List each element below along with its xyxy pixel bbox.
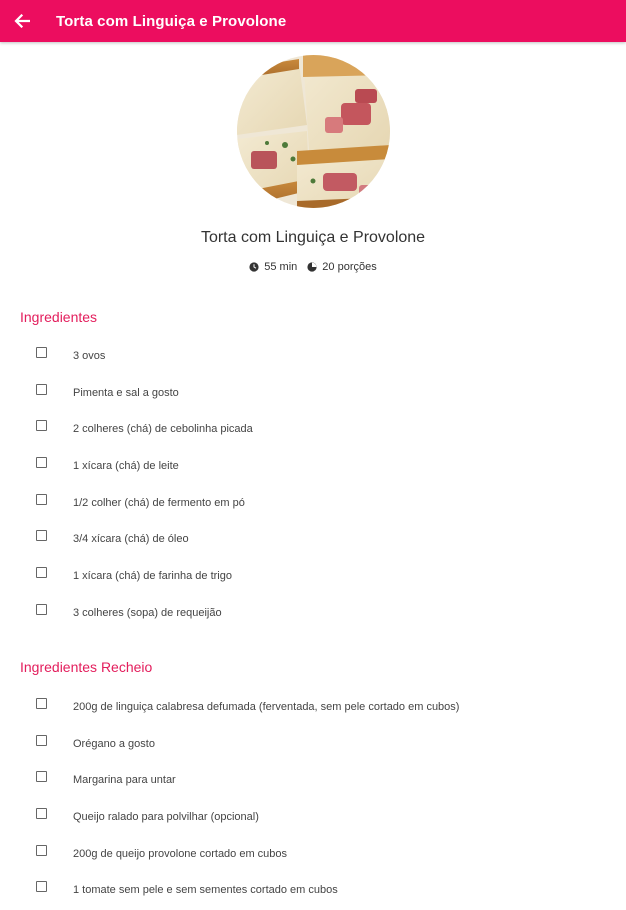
ingredient-checkbox[interactable] [36, 604, 47, 615]
list-item[interactable] [0, 412, 626, 449]
arrow-left-icon [14, 14, 30, 28]
ingredient-label: Pimenta e sal a gosto [73, 386, 179, 399]
list-item[interactable] [0, 559, 626, 596]
back-button[interactable] [2, 0, 42, 42]
ingredient-checkbox[interactable] [36, 384, 47, 395]
list-item[interactable] [0, 486, 626, 523]
list-item[interactable] [0, 376, 626, 413]
list-item[interactable] [0, 690, 626, 727]
ingredient-label: 200g de linguiça calabresa defumada (ferventada, sem pele cortado em cubos) [73, 701, 460, 713]
list-item[interactable] [0, 873, 626, 910]
list-item[interactable] [0, 837, 626, 874]
prep-time [249, 261, 297, 273]
app-bar [0, 0, 626, 42]
ingredient-checkbox[interactable] [36, 845, 47, 856]
list-item[interactable] [0, 763, 626, 800]
clock-icon [249, 262, 259, 272]
pie-icon [307, 262, 317, 272]
list-item[interactable] [0, 800, 626, 837]
ingredient-checkbox[interactable] [36, 420, 47, 431]
recipe-image [237, 55, 390, 208]
portions-value: 20 porções [322, 261, 377, 273]
ingredient-label: Orégano a gosto [73, 737, 155, 750]
app-bar-title: Torta com Linguiça e Provolone [56, 12, 287, 30]
ingredient-label: 3 colheres (sopa) de requeijão [73, 606, 222, 619]
recipe-title: Torta com Linguiça e Provolone [200, 229, 426, 246]
ingredient-label: 3/4 xícara (chá) de óleo [73, 533, 189, 546]
ingredient-checkbox[interactable] [36, 347, 47, 358]
prep-time-value: 55 min [264, 261, 298, 273]
ingredient-label: Queijo ralado para polvilhar (opcional) [73, 811, 259, 824]
ingredient-label: 1 xícara (chá) de leite [73, 460, 179, 473]
ingredients-list [0, 339, 626, 633]
ingredient-checkbox[interactable] [36, 567, 47, 578]
ingredient-checkbox[interactable] [36, 735, 47, 746]
ingredient-label: 1/2 colher (chá) de fermento em pó [73, 496, 245, 509]
recipe-meta [0, 261, 626, 273]
ingredient-checkbox[interactable] [36, 771, 47, 782]
section-title-ingredientes: Ingredientes [20, 309, 98, 325]
ingredient-checkbox[interactable] [36, 530, 47, 541]
ingredient-checkbox[interactable] [36, 881, 47, 892]
list-item[interactable] [0, 339, 626, 376]
list-item[interactable] [0, 596, 626, 633]
list-item[interactable] [0, 449, 626, 486]
ingredient-label: 1 xícara (chá) de farinha de trigo [73, 570, 232, 583]
ingredient-checkbox[interactable] [36, 698, 47, 709]
ingredient-checkbox[interactable] [36, 808, 47, 819]
list-item[interactable] [0, 522, 626, 559]
ingredient-label: Margarina para untar [73, 774, 176, 787]
section-title-ingredientes-recheio: Ingredientes Recheio [20, 659, 153, 675]
ingredient-checkbox[interactable] [36, 457, 47, 468]
list-item[interactable] [0, 727, 626, 764]
ingredient-label: 2 colheres (chá) de cebolinha picada [73, 423, 253, 436]
ingredient-checkbox[interactable] [36, 494, 47, 505]
ingredient-label: 3 ovos [73, 350, 106, 362]
ingredient-label: 200g de queijo provolone cortado em cubos [73, 847, 288, 860]
portions [307, 261, 376, 273]
ingredient-label: 1 tomate sem pele e sem sementes cortado em cubos [73, 884, 338, 897]
filling-ingredients-list [0, 690, 626, 910]
